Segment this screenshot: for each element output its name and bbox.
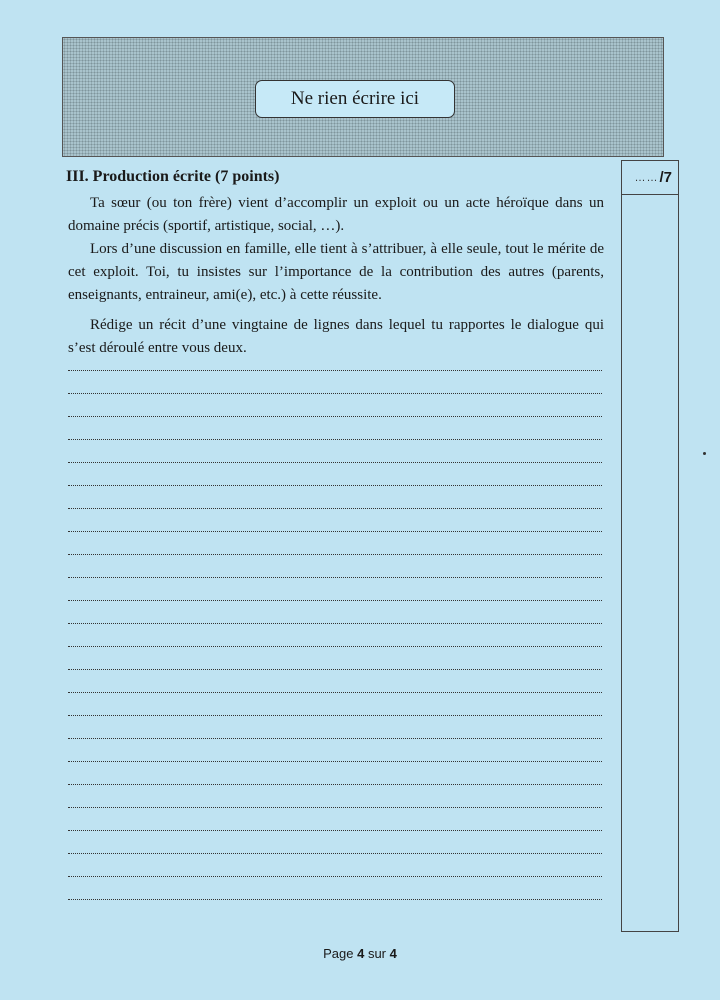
score-box[interactable] (622, 161, 678, 195)
answer-line[interactable] (68, 371, 602, 394)
footer-total-pages: 4 (389, 946, 397, 961)
score-column (621, 160, 679, 932)
answer-line[interactable] (68, 670, 602, 693)
answer-line[interactable] (68, 348, 602, 371)
score-max: /7 (659, 169, 672, 186)
answer-line[interactable] (68, 808, 602, 831)
answer-line[interactable] (68, 417, 602, 440)
answer-line[interactable] (68, 716, 602, 739)
answer-line[interactable] (68, 647, 602, 670)
answer-line[interactable] (68, 831, 602, 854)
answer-line[interactable] (68, 555, 602, 578)
answer-line[interactable] (68, 785, 602, 808)
page-footer (0, 946, 720, 961)
answer-line[interactable] (68, 601, 602, 624)
answer-line[interactable] (68, 509, 602, 532)
stray-mark (703, 452, 706, 455)
answer-line[interactable] (68, 624, 602, 647)
answer-line[interactable] (68, 877, 602, 900)
prompt-paragraph-3: Rédige un récit d’une vingtaine de lignes dans lequel tu rapportes le dialogue qui s’est déroulé entre vous deux. (68, 317, 604, 356)
answer-line[interactable] (68, 440, 602, 463)
prompt-paragraph-1: Ta sœur (ou ton frère) vient d’accomplir un exploit ou un acte héroïque dans un domaine précis (sportif, artistique, social, …). (68, 195, 604, 234)
section-title: III. Production écrite (7 points) (66, 168, 280, 185)
footer-prefix: Page (323, 946, 358, 961)
answer-line[interactable] (68, 463, 602, 486)
answer-line[interactable] (68, 693, 602, 716)
answer-line[interactable] (68, 532, 602, 555)
answer-line[interactable] (68, 578, 602, 601)
answer-line[interactable] (68, 739, 602, 762)
answer-lines[interactable] (68, 348, 602, 900)
answer-line[interactable] (68, 854, 602, 877)
exercise-prompt (68, 192, 604, 360)
footer-middle: sur (364, 946, 390, 961)
no-write-label: Ne rien écrire ici (255, 80, 455, 118)
answer-line[interactable] (68, 486, 602, 509)
answer-line[interactable] (68, 394, 602, 417)
footer-current-page: 4 (357, 946, 365, 961)
score-blank: …… (634, 171, 659, 184)
answer-line[interactable] (68, 762, 602, 785)
prompt-paragraph-2: Lors d’une discussion en famille, elle tient à s’attribuer, à elle seule, tout le mérite de cet exploit. Toi, tu insistes sur l’importance de la contribution des autres (parents, enseignants, entraineur, ami(e), etc.) à cette réussite. (68, 241, 604, 303)
